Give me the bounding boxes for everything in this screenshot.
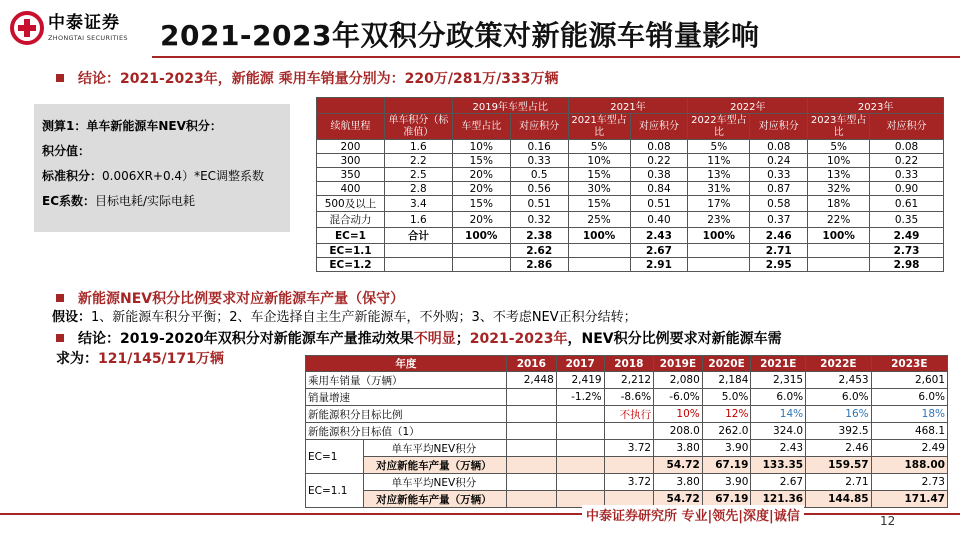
conclusion-1: [56, 68, 559, 88]
table-cell: 0.33: [870, 168, 944, 182]
table-row: [306, 423, 948, 440]
table-cell: 468.1: [871, 423, 947, 440]
t1-corner-2: [384, 98, 452, 114]
table-cell: 2.62: [510, 244, 568, 258]
table-cell: 2.86: [510, 258, 568, 272]
table-cell: 10%: [452, 140, 510, 154]
table-cell: 2,453: [806, 372, 872, 389]
sub-label: 对应新能车产量（万辆）: [364, 491, 507, 508]
table-cell: 350: [317, 168, 385, 182]
nev-production-table: [305, 355, 948, 508]
table-row: [317, 258, 944, 272]
table-cell: 10%: [568, 154, 630, 168]
table-cell: 0.5: [510, 168, 568, 182]
conclusion-2-part-2: ；: [455, 331, 470, 347]
table-cell: [808, 244, 870, 258]
table-cell: 100%: [808, 228, 870, 244]
table-cell: 2.46: [750, 228, 808, 244]
table-cell: 200: [317, 140, 385, 154]
table-cell: 2,419: [556, 372, 604, 389]
row-label: 销量增速: [306, 389, 507, 406]
table-cell: 31%: [688, 182, 750, 196]
table-cell: 144.85: [806, 491, 872, 508]
table-cell: 12%: [702, 406, 751, 423]
sub-label: 对应新能车产量（万辆）: [364, 457, 507, 474]
t1-col-header: 车型占比: [452, 114, 510, 140]
bullet-square-icon: [56, 294, 64, 302]
table-cell: 2.91: [630, 258, 688, 272]
t2-col-header: 2019E: [654, 356, 703, 372]
page-number: 12: [880, 514, 896, 528]
table-cell: 2.46: [806, 440, 872, 457]
t2-col-header: 2021E: [751, 356, 806, 372]
table-cell: EC=1: [317, 228, 385, 244]
table-cell: 15%: [568, 168, 630, 182]
table-cell: 3.80: [654, 440, 703, 457]
table-cell: [384, 258, 452, 272]
table-cell: 18%: [808, 196, 870, 212]
t2-col-header: 2022E: [806, 356, 872, 372]
table-cell: 14%: [751, 406, 806, 423]
table-cell: 17%: [688, 196, 750, 212]
table-cell: [506, 423, 556, 440]
table-cell: 2.67: [751, 474, 806, 491]
t1-body: [317, 140, 944, 272]
table-cell: 0.51: [510, 196, 568, 212]
table-cell: 0.40: [630, 212, 688, 228]
t1-col-header: 2021车型占比: [568, 114, 630, 140]
table-cell: EC=1.2: [317, 258, 385, 272]
company-logo: [10, 8, 150, 48]
table-cell: 0.22: [870, 154, 944, 168]
table-cell: 0.08: [630, 140, 688, 154]
table-cell: 0.38: [630, 168, 688, 182]
conclusion-2-red-2: 2021-2023年: [469, 331, 568, 347]
table-cell: 2.49: [870, 228, 944, 244]
table-cell: 13%: [688, 168, 750, 182]
table-cell: 20%: [452, 212, 510, 228]
table-cell: 11%: [688, 154, 750, 168]
table-cell: 0.35: [870, 212, 944, 228]
table-row: [317, 212, 944, 228]
table-cell: 32%: [808, 182, 870, 196]
t2-body: [306, 372, 948, 508]
table-cell: 3.72: [604, 474, 654, 491]
table-cell: 15%: [568, 196, 630, 212]
t1-col-header: 对应积分: [510, 114, 568, 140]
table-cell: 2.43: [751, 440, 806, 457]
table-cell: [556, 406, 604, 423]
t1-group-2021: 2021年: [568, 98, 688, 114]
logo-mark-icon: [10, 11, 44, 45]
calc-line-4-label: EC系数：: [42, 194, 96, 208]
conclusion-2-part-3: ，NEV积分比例要求对新能源车需: [567, 331, 782, 347]
table-cell: 0.32: [510, 212, 568, 228]
table-row: [306, 457, 948, 474]
t1-group-2023: 2023年: [808, 98, 944, 114]
table-cell: 2,601: [871, 372, 947, 389]
table-cell: 不执行: [604, 406, 654, 423]
table-row: [317, 244, 944, 258]
conclusion-2-part-1: 结论：2019-2020年双积分对新能源车产量推动效果: [78, 331, 414, 347]
t1-col-header: 单车积分（标准值）: [384, 114, 452, 140]
table-cell: 6.0%: [871, 389, 947, 406]
table-row: [306, 474, 948, 491]
assumption-text: 1、新能源车积分平衡；2、车企选择自主生产新能源车，不外购；3、不考虑NEV正积分结转；: [91, 310, 637, 325]
table-cell: 13%: [808, 168, 870, 182]
table-cell: 5%: [688, 140, 750, 154]
table-cell: 2.71: [806, 474, 872, 491]
sub-label: 单车平均NEV积分: [364, 474, 507, 491]
table-cell: [506, 389, 556, 406]
t2-header-row: [306, 356, 948, 372]
table-cell: 10%: [654, 406, 703, 423]
table-cell: 0.84: [630, 182, 688, 196]
table-cell: 5%: [568, 140, 630, 154]
table-row: [317, 196, 944, 212]
table-cell: 262.0: [702, 423, 751, 440]
table-row: [317, 154, 944, 168]
table-cell: 2.67: [630, 244, 688, 258]
table-cell: 1.6: [384, 212, 452, 228]
table-cell: 2,080: [654, 372, 703, 389]
table-cell: 54.72: [654, 457, 703, 474]
table-cell: [506, 457, 556, 474]
table-cell: 2.5: [384, 168, 452, 182]
conclusion-1-text: 结论：2021-2023年，新能源 乘用车销量分别为：220万/281万/333万辆: [78, 71, 559, 87]
assumption-line: [52, 306, 637, 325]
footer-divider: [0, 513, 960, 515]
table-cell: 54.72: [654, 491, 703, 508]
table-row: [317, 228, 944, 244]
t1-group-2022: 2022年: [688, 98, 808, 114]
table-cell: 100%: [688, 228, 750, 244]
nev-credit-table: [316, 97, 944, 272]
table-cell: 2.98: [870, 258, 944, 272]
ec-label: EC=1.1: [306, 474, 364, 508]
calc-line-3-label: 标准积分：: [42, 169, 103, 183]
table-cell: 6.0%: [806, 389, 872, 406]
table-cell: 500及以上: [317, 196, 385, 212]
table-cell: 67.19: [702, 491, 751, 508]
t1-corner: [317, 98, 385, 114]
table-cell: 2.8: [384, 182, 452, 196]
table-cell: [506, 491, 556, 508]
table-cell: 20%: [452, 168, 510, 182]
table-cell: 3.4: [384, 196, 452, 212]
table-cell: 2,184: [702, 372, 751, 389]
t2-col-header: 年度: [306, 356, 507, 372]
table-cell: 0.87: [750, 182, 808, 196]
table-cell: 6.0%: [751, 389, 806, 406]
table-cell: 2.71: [750, 244, 808, 258]
table-cell: 324.0: [751, 423, 806, 440]
t1-col-header: 续航里程: [317, 114, 385, 140]
table-cell: 3.80: [654, 474, 703, 491]
title-divider: [152, 56, 960, 58]
table-row: [306, 406, 948, 423]
table-cell: 0.56: [510, 182, 568, 196]
calc-line-1: 测算1：单车新能源车NEV积分：: [42, 119, 222, 133]
table-cell: 0.90: [870, 182, 944, 196]
logo-cn-text: 中泰证券: [48, 12, 120, 33]
table-row: [306, 389, 948, 406]
section-2-heading-text: 新能源NEV积分比例要求对应新能源车产量（保守）: [78, 291, 405, 307]
calc-line-3-value: 0.006XR+0.4）*EC调整系数: [102, 169, 265, 183]
t2-col-header: 2017: [556, 356, 604, 372]
t1-col-header: 2022车型占比: [688, 114, 750, 140]
table-cell: -6.0%: [654, 389, 703, 406]
table-cell: [688, 258, 750, 272]
table-cell: 400: [317, 182, 385, 196]
table-cell: 18%: [871, 406, 947, 423]
table-cell: 0.33: [750, 168, 808, 182]
assumption-label: 假设：: [52, 310, 92, 325]
table-cell: [688, 244, 750, 258]
table-cell: 23%: [688, 212, 750, 228]
table-cell: 0.08: [870, 140, 944, 154]
calc-line-2: 积分值：: [42, 144, 91, 158]
table-cell: 1.6: [384, 140, 452, 154]
conclusion-2-line-2-b: 121/145/171万辆: [98, 351, 224, 367]
table-cell: [604, 457, 654, 474]
table-cell: 0.33: [510, 154, 568, 168]
table-cell: 0.24: [750, 154, 808, 168]
row-label: 乘用车销量（万辆）: [306, 372, 507, 389]
table-cell: 15%: [452, 154, 510, 168]
table-row: [317, 182, 944, 196]
table-cell: 10%: [808, 154, 870, 168]
table-cell: 2.73: [870, 244, 944, 258]
calc-line-4-value: 目标电耗/实际电耗: [95, 194, 196, 208]
table-cell: [568, 244, 630, 258]
t1-col-header: 2023车型占比: [808, 114, 870, 140]
table-cell: 0.51: [630, 196, 688, 212]
table-cell: [452, 258, 510, 272]
logo-en-text: ZHONGTAI SECURITIES: [48, 33, 128, 42]
table-cell: 25%: [568, 212, 630, 228]
footer-text: 中泰证券研究所 专业|领先|深度|诚信: [582, 505, 804, 524]
table-cell: 20%: [452, 182, 510, 196]
sub-label: 单车平均NEV积分: [364, 440, 507, 457]
table-cell: 100%: [452, 228, 510, 244]
table-cell: [506, 474, 556, 491]
table-cell: -8.6%: [604, 389, 654, 406]
table-cell: EC=1.1: [317, 244, 385, 258]
table-cell: 3.90: [702, 474, 751, 491]
table-cell: 30%: [568, 182, 630, 196]
table-cell: 121.36: [751, 491, 806, 508]
section-2-heading: [56, 288, 404, 308]
table-cell: 133.35: [751, 457, 806, 474]
table-cell: 2,315: [751, 372, 806, 389]
t1-col-header: 对应积分: [750, 114, 808, 140]
table-cell: -1.2%: [556, 389, 604, 406]
table-cell: 67.19: [702, 457, 751, 474]
table-cell: 5%: [808, 140, 870, 154]
table-cell: 2.2: [384, 154, 452, 168]
row-label: 新能源积分目标比例: [306, 406, 507, 423]
table-cell: 2.38: [510, 228, 568, 244]
table-cell: [506, 406, 556, 423]
t1-group-2019: 2019年车型占比: [452, 98, 568, 114]
t1-col-header: 对应积分: [630, 114, 688, 140]
table-cell: [506, 440, 556, 457]
t2-col-header: 2020E: [702, 356, 751, 372]
table-cell: 混合动力: [317, 212, 385, 228]
table-cell: 0.22: [630, 154, 688, 168]
table-cell: 171.47: [871, 491, 947, 508]
page-title: 2021-2023年双积分政策对新能源车销量影响: [160, 19, 760, 52]
table-cell: [556, 440, 604, 457]
t1-col-header: 对应积分: [870, 114, 944, 140]
table-cell: [384, 244, 452, 258]
table-cell: 3.90: [702, 440, 751, 457]
table-row: [306, 440, 948, 457]
table-cell: 0.16: [510, 140, 568, 154]
table-cell: [604, 423, 654, 440]
table-cell: 208.0: [654, 423, 703, 440]
table-cell: 392.5: [806, 423, 872, 440]
table-cell: 159.57: [806, 457, 872, 474]
conclusion-2-red-1: 不明显: [413, 331, 456, 347]
table-row: [317, 168, 944, 182]
table-cell: 16%: [806, 406, 872, 423]
table-cell: 0.37: [750, 212, 808, 228]
table-cell: 188.00: [871, 457, 947, 474]
conclusion-2-line-2-a: 求为：: [56, 351, 98, 367]
table-row: [306, 372, 948, 389]
table-cell: 3.72: [604, 440, 654, 457]
table-cell: 5.0%: [702, 389, 751, 406]
table-cell: 2.73: [871, 474, 947, 491]
t2-col-header: 2018: [604, 356, 654, 372]
table-cell: [808, 258, 870, 272]
ec-label: EC=1: [306, 440, 364, 474]
table-cell: 0.08: [750, 140, 808, 154]
table-row: [317, 140, 944, 154]
bullet-square-icon: [56, 74, 64, 82]
t2-col-header: 2016: [506, 356, 556, 372]
table-cell: 合计: [384, 228, 452, 244]
table-cell: 300: [317, 154, 385, 168]
table-cell: 0.61: [870, 196, 944, 212]
bullet-square-icon: [56, 334, 64, 342]
table-cell: [556, 474, 604, 491]
conclusion-2: [56, 328, 782, 348]
table-cell: [452, 244, 510, 258]
row-label: 新能源积分目标值（1）: [306, 423, 507, 440]
table-cell: 2.95: [750, 258, 808, 272]
table-cell: 2.43: [630, 228, 688, 244]
table-cell: [556, 423, 604, 440]
conclusion-2-line-2: [56, 348, 224, 368]
table-cell: 15%: [452, 196, 510, 212]
t1-column-headers: [317, 114, 944, 140]
t2-col-header: 2023E: [871, 356, 947, 372]
table-cell: [556, 457, 604, 474]
table-cell: 100%: [568, 228, 630, 244]
table-cell: 2.49: [871, 440, 947, 457]
table-cell: 2,212: [604, 372, 654, 389]
table-cell: 0.58: [750, 196, 808, 212]
table-cell: 2,448: [506, 372, 556, 389]
table-cell: [568, 258, 630, 272]
calc-box: [34, 104, 290, 232]
table-cell: 22%: [808, 212, 870, 228]
